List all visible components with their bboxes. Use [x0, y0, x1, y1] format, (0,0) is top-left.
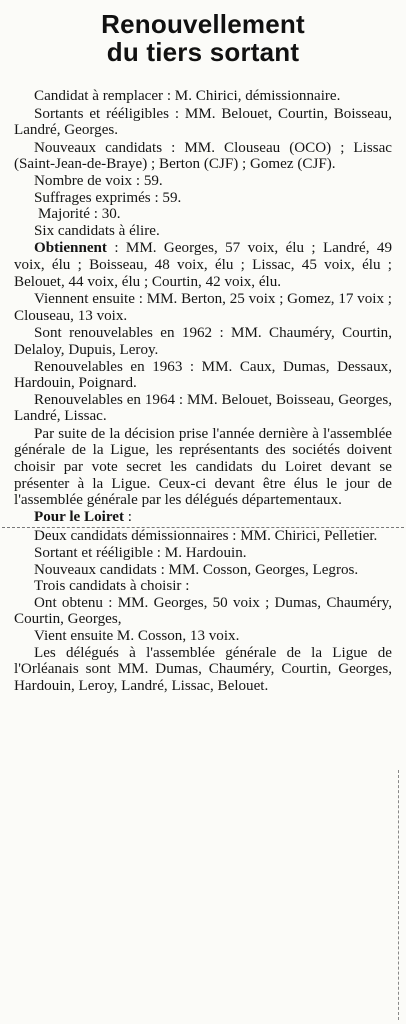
pour-le-loiret-text: :: [124, 508, 132, 525]
article-body: [14, 88, 392, 694]
obtiennent-lead: Obtiennent: [34, 240, 107, 257]
paragraph-candidat: Candidat à remplacer : M. Chirici, démissionnaire.: [34, 88, 341, 104]
article-title: [0, 10, 406, 66]
paragraph-delegues: Les délégués à l'assemblée générale de la Ligue de l'Orléanais sont MM. Dumas, Chauméry, Courtin, Georges, Hardouin, Leroy, Landré, Lissac, Belouet.: [14, 644, 392, 694]
paragraph-decision: Par suite de la décision prise l'année dernière à l'assemblée générale de la Ligue, les représentants des sociétés doivent choisir par vote secret les candidats du Loiret devant se présenter à la Ligue. Ceux-ci devant être élus le jour de l'assemblée générale par les délégués départementaux.: [14, 425, 392, 509]
paragraph-1962: Sont renouvelables en 1962 : MM. Chauméry, Courtin, Delaloy, Dupuis, Leroy.: [14, 325, 392, 358]
paragraph-1964: Renouvelables en 1964 : MM. Belouet, Boisseau, Georges, Landré, Lissac.: [14, 391, 392, 425]
paragraph-nouveaux-loiret: Nouveaux candidats : MM. Cosson, Georges, Legros.: [34, 561, 359, 578]
pour-le-loiret-lead: Pour le Loiret: [34, 508, 124, 525]
paragraph-sortants: Sortants et rééligibles : MM. Belouet, Courtin, Boisseau, Landré, Georges.: [14, 105, 392, 139]
paragraph-viennent: Viennent ensuite : MM. Berton, 25 voix ; Gomez, 17 voix ; Clouseau, 13 voix.: [14, 291, 392, 324]
title-line-2: du tiers sortant: [106, 37, 300, 67]
paragraph-vient-ensuite: Vient ensuite M. Cosson, 13 voix.: [34, 628, 240, 644]
column-rule: [398, 770, 399, 1020]
obtiennent-text: : MM. Georges, 57 voix, élu ; Landré, 49 voix, élu ; Boisseau, 48 voix, élu ; Lissac, 45 voix, élu ; Belouet, 44 voix, élu ; Courtin, 42 voix, élu.: [14, 240, 392, 290]
paragraph-ont-obtenu: Ont obtenu : MM. Georges, 50 voix ; Dumas, Chauméry, Courtin, Georges,: [14, 594, 392, 628]
paragraph-nouveaux: Nouveaux candidats : MM. Clouseau (OCO) ; Lissac (Saint-Jean-de-Braye) ; Berton (CJF) ; Gomez (CJF).: [14, 139, 392, 173]
paragraph-six-candidats: Six candidats à élire.: [34, 222, 160, 239]
paragraph-obtiennent: [14, 240, 392, 290]
paragraph-suffrages: Suffrages exprimés : 59.: [34, 189, 182, 206]
paragraph-nombre-voix: Nombre de voix : 59.: [34, 172, 163, 189]
paragraph-trois-candidats: Trois candidats à choisir :: [34, 578, 190, 595]
paragraph-majorite: Majorité : 30.: [38, 206, 121, 223]
paragraph-1963: Renouvelables en 1963 : MM. Caux, Dumas, Dessaux, Hardouin, Poignard.: [14, 358, 392, 392]
paragraph-sortant-reeligible: Sortant et rééligible : M. Hardouin.: [34, 545, 247, 562]
paragraph-demissionnaires: Deux candidats démissionnaires : MM. Chirici, Pelletier.: [34, 528, 378, 545]
title-line-1: Renouvellement: [101, 9, 305, 39]
paragraph-pour-le-loiret: [14, 509, 392, 526]
